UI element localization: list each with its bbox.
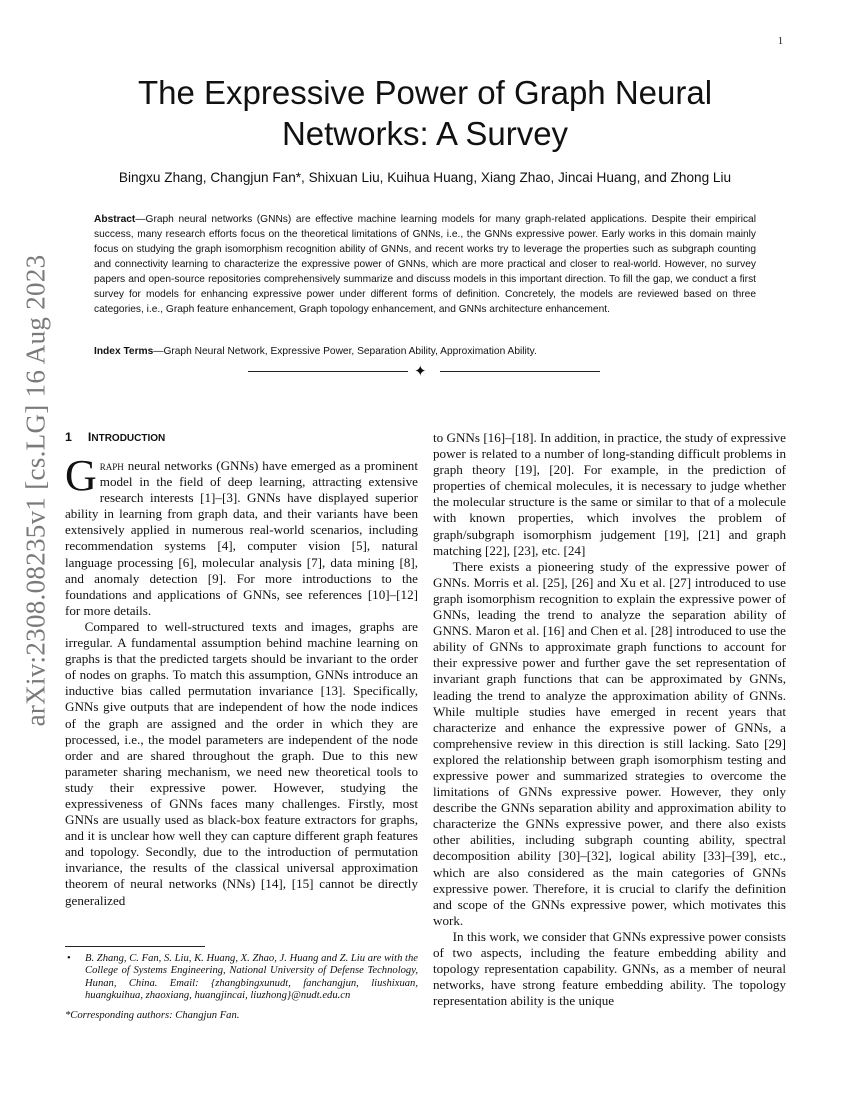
intro-paragraph-3: There exists a pioneering study of the expressive power of GNNs. Morris et al. [25], [26] and Xu et al. [27] introduced to use graph isomorphism recognition to explain the expressive power of GNNs, leading the trend to analyze the separation ability of GNNS. Maron et al. [16] and Chen et al. [28] introduced to use the ability of GNNs to approximate graph functions to account for their expressive power and further gave the set representation of invariant graph functions that can be approximated by GNNs, leading the trend to analyze the approximation ability of GNNs. While multiple studies have emerged in recent years that characterize and enhance the expressive power of GNNs, a comprehensive review in this direction is still lacking. Sato [29] explored the relationship between graph isomorphism testing and expressive power and summarized strategies to overcome the limitations of GNNs expressive power. However, they only describe the GNNs separation ability and approximation ability to characterize the GNNs expressive power, and there also exists other abilities, including subgraph counting ability, spectral decomposition ability [30]–[32], logical ability [33]–[39], etc., which are also considered as the main categories of GNNs expressive power. Therefore, it is crucial to clarify the definition and scope of the GNNs expressive power, which motivates this work. [433,558,786,928]
section-title-initial: I [87,430,92,444]
arxiv-identifier-stamp [6,254,66,726]
divider-line-left [248,371,408,372]
abstract-text: —Graph neural networks (GNNs) are effective machine learning models for many graph-related applications. Despite their empirical success, many research efforts focus on the theoretical limitations of GNNs, i.e., the GNNs expressive power. Early works in this domain mainly focus on studying the graph isomorphism recognition ability of GNNs, and recent works try to leverage the properties such as subgraph counting and connectivity learning to characterize the expressive power of GNNs, which are more practical and closer to real-world. However, no survey papers and open-source repositories comprehensively summarize and discuss models in this important direction. To fill the gap, we conduct a first survey for models for enhancing expressive power under different forms of definition. Concretely, the models are reviewed based on three categories, i.e., Graph feature enhancement, Graph topology enhancement, and GNNs architecture enhancement. [94,214,756,315]
intro-paragraph-2-continued: to GNNs [16]–[18]. In addition, in practice, the study of expressive power is related to a number of long-standing difficult problems in graph theory [19], [20]. For example, in the prediction of properties of chemical molecules, it is necessary to judge whether the molecular structure is the same or similar to that of a molecule with known properties, which involves the problem of graph/subgraph isomorphism judgement [19], [21] and graph matching [22], [23], etc. [24] [433,430,786,558]
first-word-smallcaps: raph [99,458,124,473]
footnote-affiliation [65,953,418,1003]
footnote [65,953,418,1022]
bullet-icon: • [67,953,71,964]
index-terms [94,344,756,359]
intro-paragraph-1 [65,451,418,619]
abstract [94,212,756,317]
author-list: Bingxu Zhang, Changjun Fan*, Shixuan Liu, Kuihua Huang, Xiang Zhao, Jincai Huang, and Zhong Liu [118,170,732,185]
section-heading-introduction [65,430,418,446]
section-divider [248,362,600,380]
index-terms-label: Index Terms [94,346,154,357]
intro-paragraph-4: In this work, we consider that GNNs expressive power consists of two aspects, including the feature embedding ability and topology representation capability. GNNs, as a member of neural networks, have strong feature embedding ability. The topology representation ability is the unique [433,928,786,1009]
left-column [65,430,418,909]
abstract-label: Abstract [94,214,136,225]
corresponding-author-note: *Corresponding authors: Changjun Fan. [65,1009,240,1021]
footnote-rule [65,946,205,947]
index-terms-text: —Graph Neural Network, Expressive Power, Separation Ability, Approximation Ability. [153,346,537,357]
section-number: 1 [65,430,72,444]
divider-line-right [440,371,600,372]
page-number: 1 [778,36,783,47]
drop-cap-letter: G [65,451,97,500]
section-title-rest: NTRODUCTION [91,433,166,444]
intro-paragraph-2: Compared to well-structured texts and images, graphs are irregular. A fundamental assumption behind machine learning on graphs is that the predicted targets should be invariant to the order of nodes on graphs. To match this assumption, GNNs introduce an inductive bias called permutation invariance [13]. Specifically, GNNs give outputs that are independent of how the node indices of the graph are assigned and the order in which they are processed, i.e., the model parameters are independent of the node order and are shared throughout the graph. Due to this new parameter sharing mechanism, we need new theoretical tools to study their expressive power. However, studying the expressiveness of GNNs faces many challenges. Firstly, most GNNs are usually used as black-box feature extractors for graphs, and it is unclear how well they can capture different graph features and topology. Secondly, due to the introduction of permutation invariance, the results of the classical universal approximation theorem of neural networks (NNs) [14], [15] cannot be directly generalized [65,618,418,908]
arxiv-identifier-text: arXiv:2308.08235v1 [cs.LG] 16 Aug 2023 [20,254,51,726]
paper-title: The Expressive Power of Graph Neural Networks: A Survey [137,74,713,152]
affiliation-text: B. Zhang, C. Fan, S. Liu, K. Huang, X. Zhao, J. Huang and Z. Liu are with the College of Systems Engineering, National University of Defense Technology, Hunan, China. Email: {zhangbingxunudt, fanchangjun, liushixuan, huangkuihua, zhaoxiang, huangjincai, liuzhong}@nudt.edu.cn [85,953,418,1002]
right-column [433,430,786,1009]
diamond-icon: ✦ [414,362,427,380]
intro-paragraph-1-text: neural networks (GNNs) have emerged as a prominent model in the field of deep learning, attracting extensive research interests [1]–[3]. GNNs have displayed superior ability in learning from graph data, and their variants have been extensively applied in numerous real-world scenarios, including recommendation systems [4], computer vision [5], natural language processing [6], molecular analysis [7], data mining [8], and anomaly detection [9]. For more introductions to the foundations and applications of GNNs, see references [10]–[12] for more details. [65,458,418,618]
